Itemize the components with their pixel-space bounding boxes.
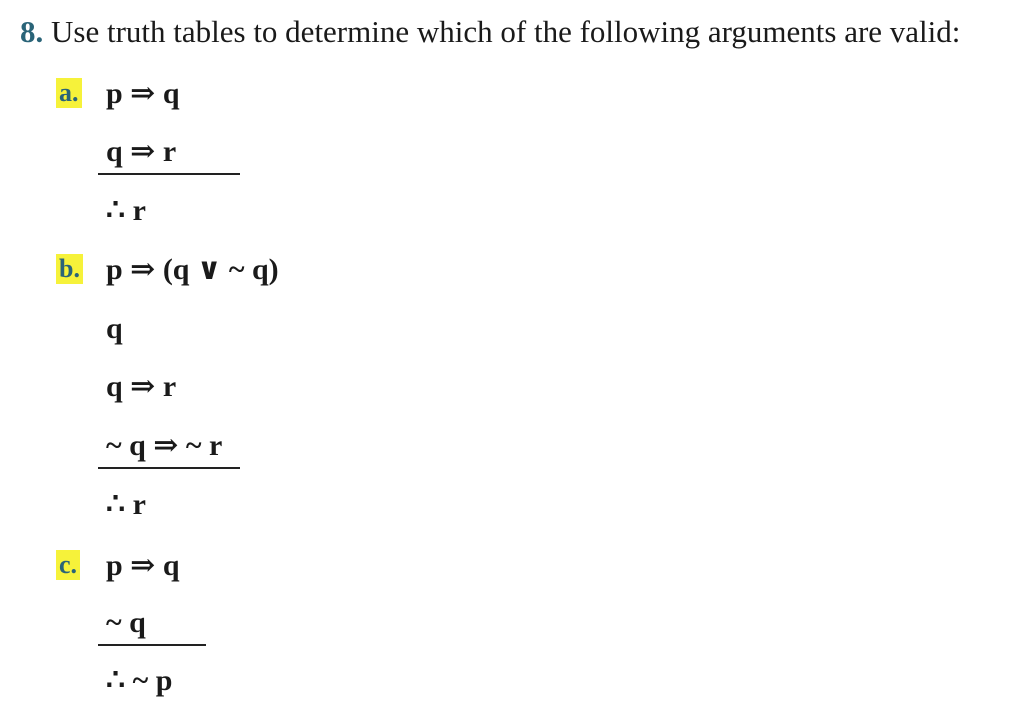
part-a-premise-1: p ⇒ q bbox=[106, 77, 180, 110]
part-b-premise-2: q bbox=[106, 312, 123, 345]
part-c-conclusion: ∴ ~ p bbox=[106, 664, 173, 697]
part-b-conclusion: ∴ r bbox=[106, 488, 146, 521]
part-b-rule bbox=[98, 467, 240, 469]
part-b-premise-3: q ⇒ r bbox=[106, 370, 177, 403]
part-c-premise-1: p ⇒ q bbox=[106, 549, 180, 582]
problem-text: Use truth tables to determine which of the following arguments are valid: bbox=[51, 14, 961, 49]
problem-number: 8. bbox=[20, 14, 44, 49]
part-a-conclusion: ∴ r bbox=[106, 194, 146, 227]
part-a-label: a. bbox=[56, 78, 82, 108]
part-a-premise-2: q ⇒ r bbox=[106, 135, 177, 168]
part-b-premise-4: ~ q ⇒ ~ r bbox=[106, 429, 223, 462]
problem-header bbox=[20, 10, 960, 54]
part-a-rule bbox=[98, 173, 240, 175]
part-c-label: c. bbox=[56, 550, 80, 580]
part-b-label: b. bbox=[56, 254, 83, 284]
part-b-premise-1: p ⇒ (q ∨ ~ q) bbox=[106, 253, 279, 286]
part-c-rule bbox=[98, 644, 206, 646]
part-c-premise-2: ~ q bbox=[106, 606, 146, 639]
